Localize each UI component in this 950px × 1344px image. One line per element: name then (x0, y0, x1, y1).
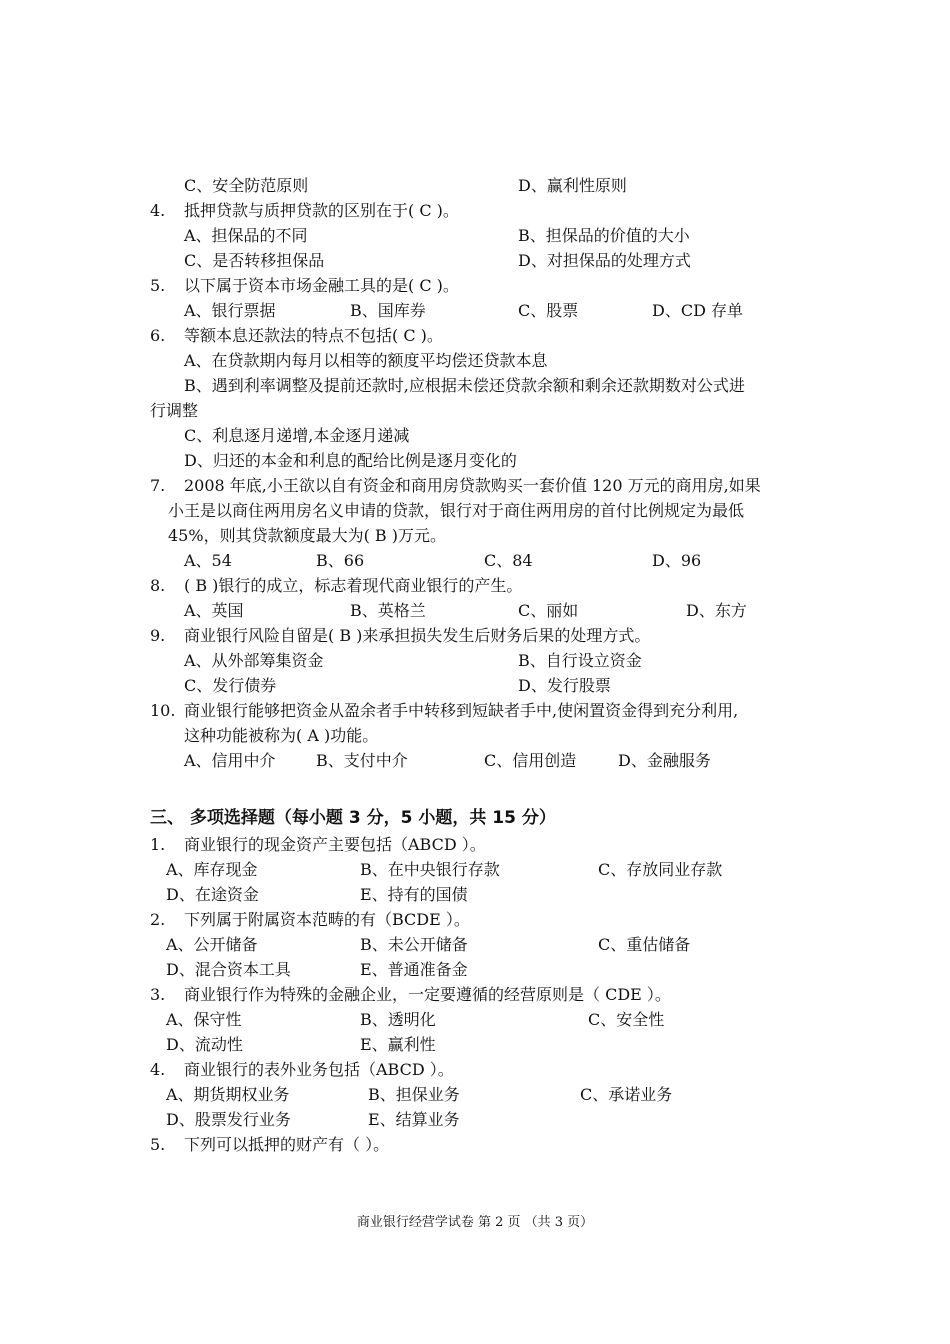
option: D、96 (652, 551, 702, 570)
option: C、股票 (518, 301, 579, 320)
option: D、CD 存单 (652, 301, 743, 320)
question-stem: 下列可以抵押的财产有（ ）。 (184, 1135, 390, 1154)
question-number: 5. (150, 276, 166, 295)
question-number: 7. (150, 476, 166, 495)
question-stem: 商业银行作为特殊的金融企业，一定要遵循的经营原则是（ CDE ）。 (184, 985, 671, 1004)
option: D、混合资本工具 (166, 960, 291, 979)
question-stem: 以下属于资本市场金融工具的是( C )。 (184, 276, 459, 295)
page-footer: 商业银行经营学试卷 第 2 页 （共 3 页） (356, 1215, 594, 1230)
question-stem: 商业银行的表外业务包括（ABCD ）。 (184, 1060, 454, 1079)
option: B、未公开储备 (360, 935, 468, 954)
option: B、自行设立资金 (518, 651, 642, 670)
option: C、信用创造 (484, 751, 577, 770)
option: D、发行股票 (518, 676, 611, 695)
option: A、库存现金 (166, 860, 258, 879)
question-stem: 2008 年底,小王欲以自有资金和商用房贷款购买一套价值 120 万元的商用房,如果 (184, 476, 761, 495)
question-number: 1. (150, 835, 166, 854)
question-number: 5. (150, 1135, 166, 1154)
option: D、流动性 (166, 1035, 243, 1054)
option: D、股票发行业务 (166, 1110, 291, 1129)
question-number: 4. (150, 201, 166, 220)
option: D、对担保品的处理方式 (518, 251, 691, 270)
option: E、结算业务 (368, 1110, 460, 1129)
question-number: 4. (150, 1060, 166, 1079)
option: B、66 (316, 551, 365, 570)
option: C、重估储备 (598, 935, 691, 954)
option: B、担保品的价值的大小 (518, 226, 690, 245)
option: A、在贷款期内每月以相等的额度平均偿还贷款本息 (184, 351, 548, 370)
option: A、保守性 (166, 1010, 242, 1029)
option: A、信用中介 (184, 751, 276, 770)
option: D、金融服务 (618, 751, 711, 770)
question-number: 6. (150, 326, 166, 345)
option: A、担保品的不同 (184, 226, 308, 245)
question-stem: 抵押贷款与质押贷款的区别在于( C )。 (184, 201, 459, 220)
question-number: 9. (150, 626, 166, 645)
question-number: 3. (150, 985, 166, 1004)
option: D、在途资金 (166, 885, 259, 904)
option: B、英格兰 (350, 601, 426, 620)
option: C、丽如 (518, 601, 579, 620)
option: D、东方 (686, 601, 747, 620)
option: C、发行债券 (184, 676, 277, 695)
question-stem: 下列属于附属资本范畴的有（BCDE ）。 (184, 910, 470, 929)
option: B、遇到利率调整及提前还款时,应根据未偿还贷款余额和剩余还款期数对公式进 (184, 376, 745, 395)
q3-option-d: D、赢利性原则 (518, 176, 627, 195)
option: C、是否转移担保品 (184, 251, 325, 270)
option: A、公开储备 (166, 935, 258, 954)
option: B、担保业务 (368, 1085, 460, 1104)
question-stem: 商业银行的现金资产主要包括（ABCD ）。 (184, 835, 486, 854)
option: A、银行票据 (184, 301, 276, 320)
option: E、赢利性 (360, 1035, 436, 1054)
option: E、持有的国债 (360, 885, 468, 904)
option-continuation: 行调整 (150, 401, 199, 420)
option: B、国库券 (350, 301, 426, 320)
option: C、安全性 (588, 1010, 665, 1029)
option: C、承诺业务 (580, 1085, 673, 1104)
question-stem: 小王是以商住两用房名义申请的贷款，银行对于商住两用房的首付比例规定为最低 (168, 501, 745, 520)
question-number: 2. (150, 910, 166, 929)
question-stem: ( B )银行的成立，标志着现代商业银行的产生。 (184, 576, 523, 595)
option: B、在中央银行存款 (360, 860, 500, 879)
option: A、期货期权业务 (166, 1085, 290, 1104)
option: C、利息逐月递增,本金逐月递减 (184, 426, 410, 445)
question-stem: 45%，则其贷款额度最大为( B )万元。 (168, 526, 446, 545)
question-stem: 等额本息还款法的特点不包括( C )。 (184, 326, 443, 345)
option: C、存放同业存款 (598, 860, 723, 879)
section-heading: 三、 多项选择题（每小题 3 分，5 小题，共 15 分） (150, 808, 556, 828)
option: B、支付中介 (316, 751, 408, 770)
option: B、透明化 (360, 1010, 436, 1029)
question-stem: 商业银行能够把资金从盈余者手中转移到短缺者手中,使闲置资金得到充分利用, (184, 701, 739, 720)
option: A、从外部筹集资金 (184, 651, 324, 670)
question-stem: 商业银行风险自留是( B )来承担损失发生后财务后果的处理方式。 (184, 626, 651, 645)
option: A、54 (184, 551, 232, 570)
question-number: 10. (150, 701, 176, 720)
option: C、84 (484, 551, 533, 570)
q3-option-c: C、安全防范原则 (184, 176, 309, 195)
question-number: 8. (150, 576, 166, 595)
option: A、英国 (184, 601, 244, 620)
option: D、归还的本金和利息的配给比例是逐月变化的 (184, 451, 517, 470)
question-stem: 这种功能被称为( A )功能。 (184, 726, 379, 745)
option: E、普通准备金 (360, 960, 468, 979)
